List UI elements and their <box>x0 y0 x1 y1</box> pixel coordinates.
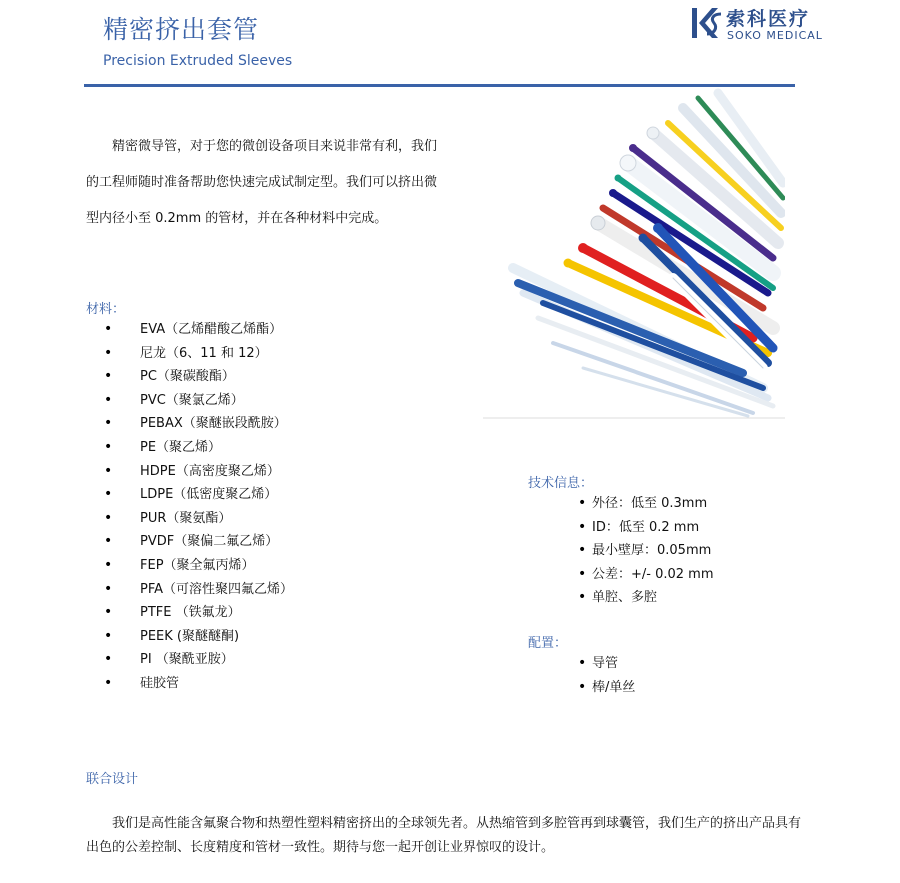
logo-text-en: SOKO MEDICAL <box>727 29 823 42</box>
page-title: 精密挤出套管 <box>103 15 260 44</box>
list-item: • 单腔、多腔 <box>592 586 714 610</box>
list-item: • HDPE（高密度聚乙烯） <box>140 460 293 484</box>
list-item: • 尼龙（6、11 和 12） <box>140 342 293 366</box>
list-item: • PC（聚碳酸酯） <box>140 365 293 389</box>
list-item: • PEBAX（聚醚嵌段酰胺） <box>140 412 293 436</box>
list-item: • 棒/单丝 <box>592 676 635 700</box>
list-item: • PVDF（聚偏二氟乙烯） <box>140 530 293 554</box>
joint-design-label: 联合设计 <box>86 772 139 787</box>
list-item: • 公差：+/- 0.02 mm <box>592 563 714 587</box>
materials-list <box>140 318 293 696</box>
list-item: • 硅胶管 <box>140 672 293 696</box>
config-label: 配置： <box>528 636 568 651</box>
list-item: • PI （聚酰亚胺） <box>140 648 293 672</box>
list-item: • PE（聚乙烯） <box>140 436 293 460</box>
list-item: • PFA（可溶性聚四氟乙烯） <box>140 578 293 602</box>
intro-paragraph <box>86 129 446 237</box>
config-list <box>592 652 635 699</box>
tubing-bundle-photo <box>483 88 785 420</box>
joint-design-paragraph <box>86 812 806 860</box>
list-item: • PTFE （铁氟龙） <box>140 601 293 625</box>
materials-label: 材料： <box>86 302 126 317</box>
list-item: • FEP（聚全氟丙烯） <box>140 554 293 578</box>
soko-logo-mark-icon <box>690 4 724 42</box>
list-item: • 导管 <box>592 652 635 676</box>
list-item: • 外径：低至 0.3mm <box>592 492 714 516</box>
tech-info-label: 技术信息： <box>528 476 594 491</box>
page-subtitle: Precision Extruded Sleeves <box>103 53 293 69</box>
joint-design-text: 我们是高性能含氟聚合物和热塑性塑料精密挤出的全球领先者。从热缩管到多腔管再到球囊管，我们生产的挤出产品具有出色的公差控制、长度精度和管材一致性。期待与您一起开创让业界惊叹的设计。 <box>86 816 802 855</box>
list-item: • LDPE（低密度聚乙烯） <box>140 483 293 507</box>
list-item: • 最小壁厚：0.05mm <box>592 539 714 563</box>
list-item: • EVA（乙烯醋酸乙烯酯） <box>140 318 293 342</box>
header-divider <box>84 84 795 87</box>
soko-logo <box>690 4 830 44</box>
intro-text: 精密微导管，对于您的微创设备项目来说非常有利，我们的工程师随时准备帮助您快速完成试制定型。我们可以挤出微型内径小至 0.2mm 的管材，并在各种材料中完成。 <box>86 139 438 226</box>
list-item: • ID：低至 0.2 mm <box>592 516 714 540</box>
list-item: • PUR（聚氨酯） <box>140 507 293 531</box>
list-item: • PEEK (聚醚醚酮) <box>140 625 293 649</box>
tech-info-list <box>592 492 714 610</box>
logo-text-cn: 索科医疗 <box>726 8 811 30</box>
list-item: • PVC（聚氯乙烯） <box>140 389 293 413</box>
